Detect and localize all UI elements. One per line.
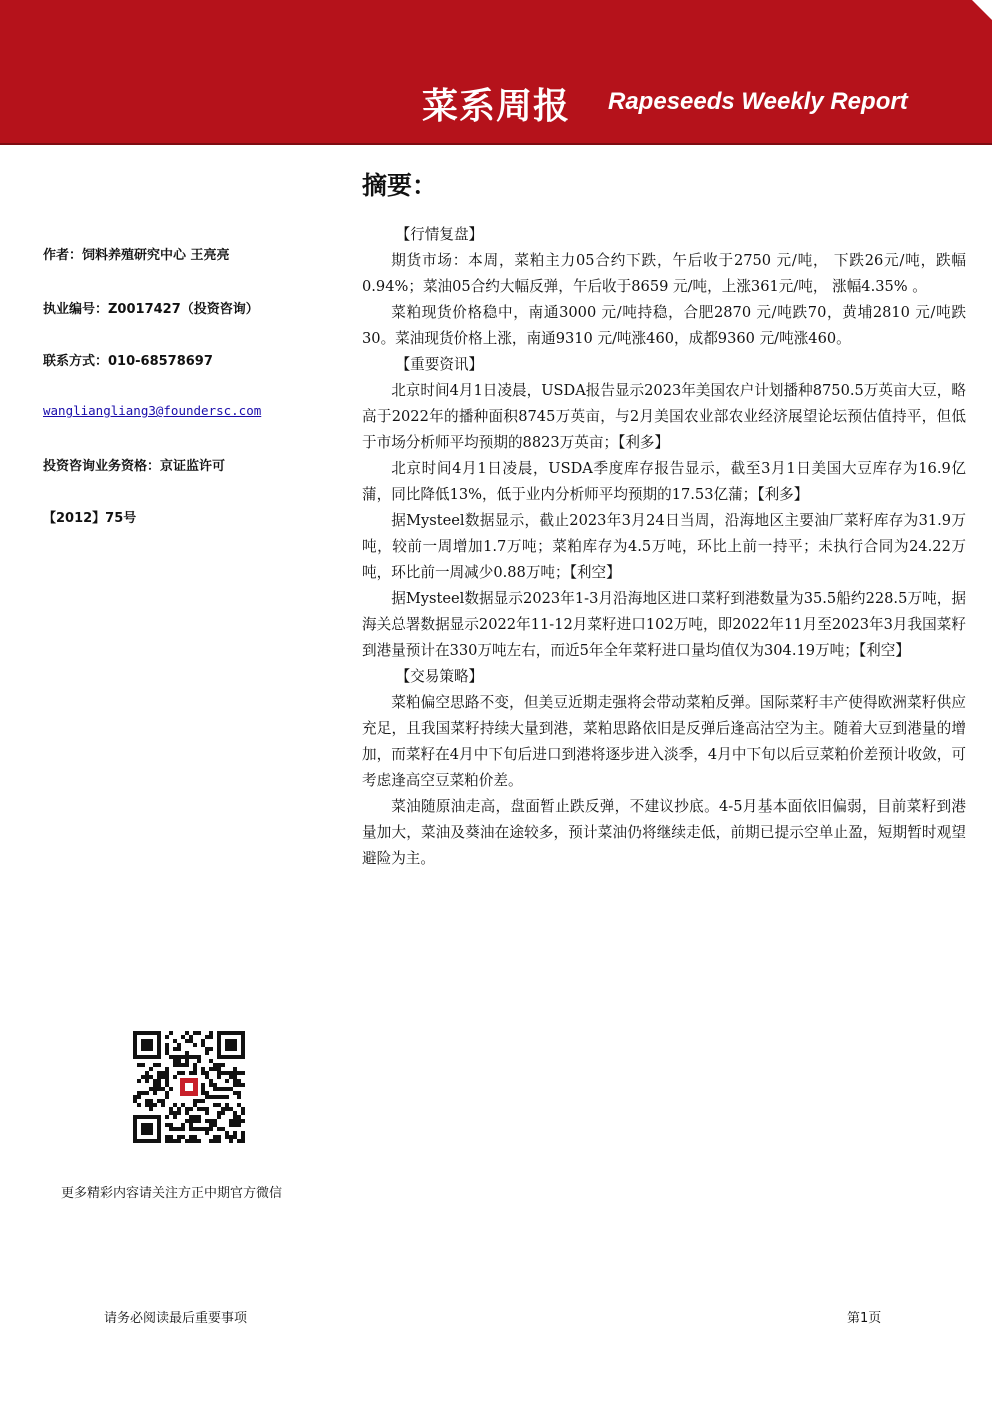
summary-body xyxy=(362,222,966,872)
paragraph-futures-market: 期货市场：本周，菜粕主力05合约下跌，午后收于2750 元/吨， 下跌26元/吨，跌幅0.94%；菜油05合约大幅反弹，午后收于8659 元/吨，上涨361元/吨， 涨幅4.35% 。 xyxy=(362,252,966,295)
author-line: 作者：饲料养殖研究中心 王亮亮 xyxy=(43,248,230,263)
report-header xyxy=(0,0,992,145)
section-heading-market-review: 【行情复盘】 xyxy=(395,226,484,243)
paragraph-usda-stocks: 北京时间4月1日凌晨，USDA季度库存报告显示，截至3月1日美国大豆库存为16.9亿蒲，同比降低13%，低于业内分析师平均预期的17.53亿蒲；【利多】 xyxy=(362,460,966,503)
section-heading-trading-strategy: 【交易策略】 xyxy=(395,668,484,685)
qr-code-graphic xyxy=(133,1031,245,1143)
qr-caption: 更多精彩内容请关注方正中期官方微信 xyxy=(61,1186,283,1201)
paragraph-meal-strategy: 菜粕偏空思路不变，但美豆近期走强将会带动菜粕反弹。国际菜籽丰产使得欧洲菜籽供应充足，且我国菜籽持续大量到港，菜粕思路依旧是反弹后逢高沽空为主。随着大豆到港量的增加，而菜籽在4月中下旬后进口到港将逐步进入淡季，4月中下旬以后豆菜粕价差预计收敛，可考虑逢高空豆菜粕价差。 xyxy=(362,694,966,789)
report-title-cn: 菜系周报 xyxy=(422,86,571,127)
paragraph-mysteel-inventory: 据Mysteel数据显示，截止2023年3月24日当周，沿海地区主要油厂菜籽库存为31.9万吨，较前一周增加1.7万吨；菜粕库存为4.5万吨，环比上前一持平；未执行合同为24.22万吨，环比前一周减少0.88万吨；【利空】 xyxy=(362,512,966,581)
paragraph-mysteel-imports: 据Mysteel数据显示2023年1-3月沿海地区进口菜籽到港数量为35.5船约228.5万吨，据海关总署数据显示2022年11-12月菜籽进口102万吨，即2022年11月至2023年3月我国菜籽到港量预计在330万吨左右，而近5年全年菜籽进口量均值仅为304.19万吨；【利空】 xyxy=(362,590,966,659)
qualification-line-2: 【2012】75号 xyxy=(43,511,137,526)
license-number: 执业编号：Z0017427（投资咨询） xyxy=(43,302,259,317)
contact-phone: 联系方式：010-68578697 xyxy=(43,354,213,369)
author-email-link[interactable]: wangliangliang3@foundersc.com xyxy=(43,403,262,418)
paragraph-oil-strategy: 菜油随原油走高，盘面暂止跌反弹，不建议抄底。4-5月基本面依旧偏弱，目前菜籽到港量加大，菜油及葵油在途较多，预计菜油仍将继续走低，前期已提示空单止盈，短期暂时观望避险为主。 xyxy=(362,798,966,867)
report-title-en: Rapeseeds Weekly Report xyxy=(608,88,908,115)
paragraph-usda-planting: 北京时间4月1日凌晨，USDA报告显示2023年美国农户计划播种8750.5万英亩大豆，略高于2022年的播种面积8745万英亩，与2月美国农业部农业经济展望论坛预估值持平，但低于市场分析师平均预期的8823万英亩；【利多】 xyxy=(362,382,966,451)
header-corner-fold xyxy=(972,0,992,20)
footer-disclaimer-note: 请务必阅读最后重要事项 xyxy=(104,1311,248,1326)
paragraph-spot-prices: 菜粕现货价格稳中，南通3000 元/吨持稳，合肥2870 元/吨跌70，黄埔2810 元/吨跌30。菜油现货价格上涨，南通9310 元/吨涨460，成都9360 元/吨涨460。 xyxy=(362,304,966,347)
qr-code-icon[interactable] xyxy=(133,1031,245,1143)
summary-heading: 摘要： xyxy=(362,171,438,200)
page-number: 第1页 xyxy=(847,1311,882,1326)
section-heading-key-news: 【重要资讯】 xyxy=(395,356,484,373)
qualification-line-1: 投资咨询业务资格：京证监许可 xyxy=(43,459,226,474)
